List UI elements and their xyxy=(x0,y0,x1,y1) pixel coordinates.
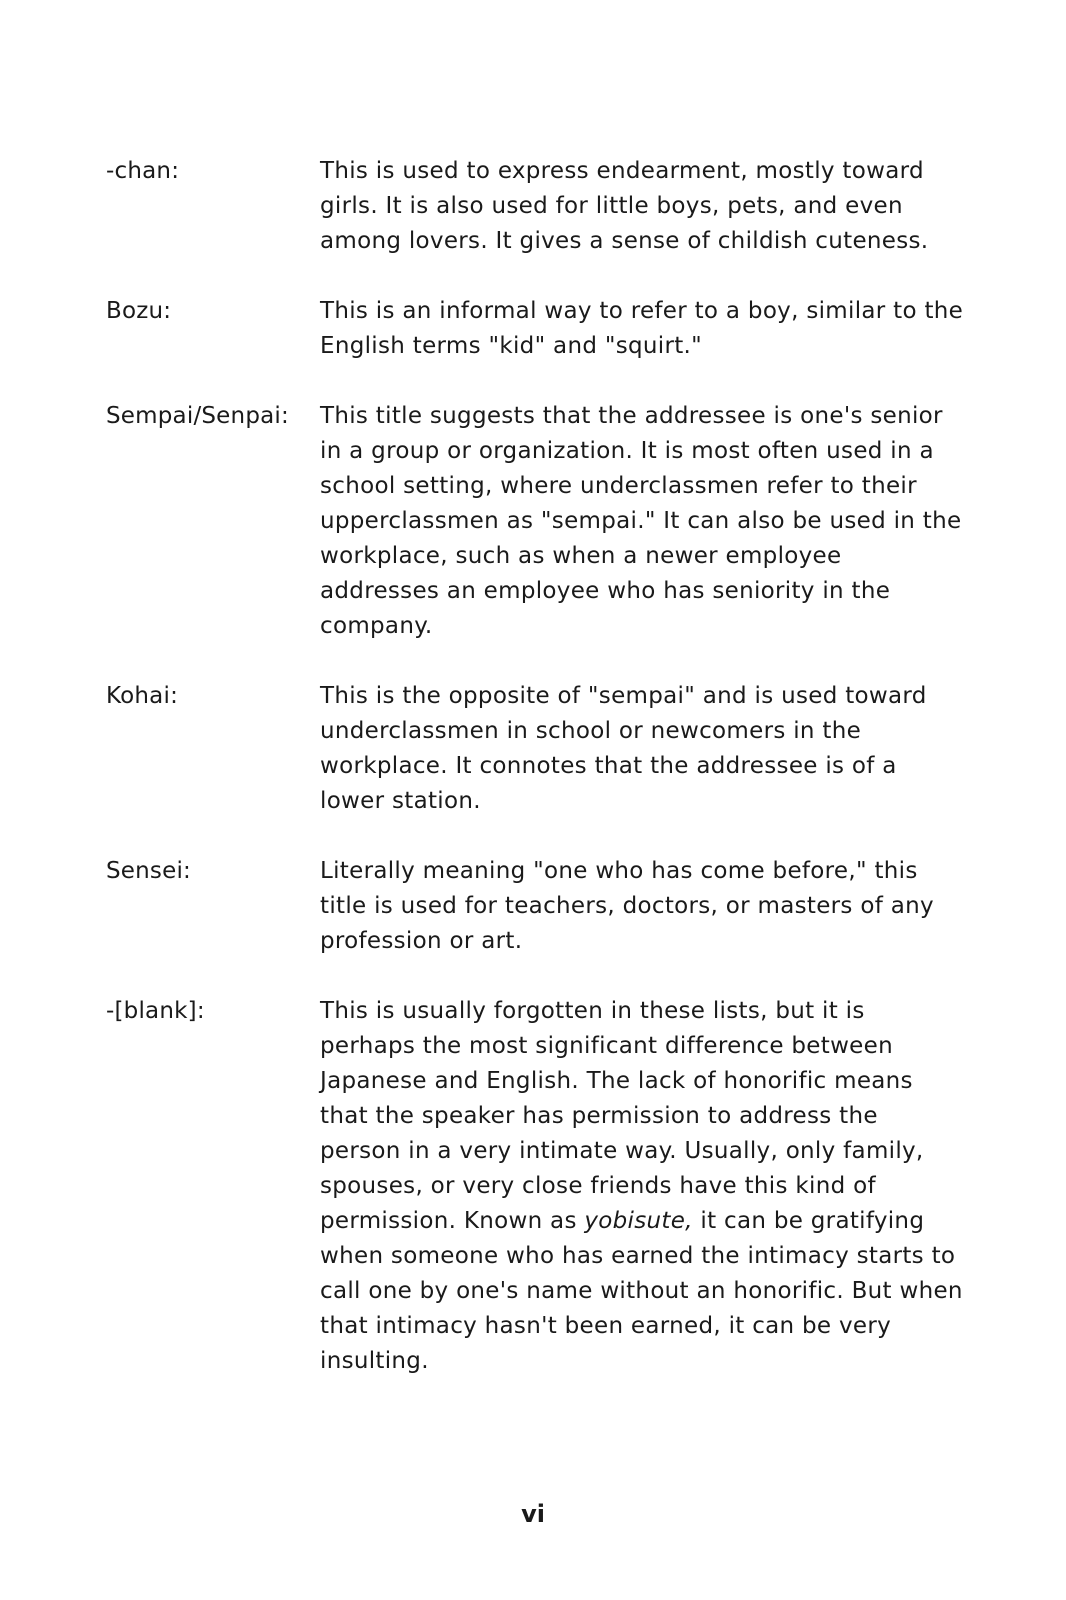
term-kohai: Kohai: xyxy=(106,683,179,709)
honorifics-glossary xyxy=(106,154,966,1414)
term-bozu: Bozu: xyxy=(106,298,172,324)
term-chan: -chan: xyxy=(106,158,180,184)
definition-sensei: Literally meaning "one who has come before," this title is used for teachers, doctors, or masters of any profession or art. xyxy=(320,858,934,954)
definition-blank xyxy=(320,994,966,1379)
definition-blank-yobisute: yobisute, xyxy=(584,1208,693,1234)
term-sempai: Sempai/Senpai: xyxy=(106,403,289,429)
glossary-entry-blank xyxy=(106,994,966,1379)
definition-blank-part2: it can be gratifying when someone who has earned the intimacy starts to call one by one's name without an honorific. But when that intimacy hasn't been earned, it can be very insulting. xyxy=(320,1208,963,1374)
term-sensei: Sensei: xyxy=(106,858,191,884)
glossary-entry-kohai xyxy=(106,679,966,819)
glossary-entry-sempai xyxy=(106,399,966,644)
definition-sempai: This title suggests that the addressee is one's senior in a group or organization. It is most often used in a school setting, where underclassmen refer to their upperclassmen as "sempai." It can also be used in the workplace, such as when a newer employee addresses an employee who has seniority in the company. xyxy=(320,403,962,639)
definition-kohai: This is the opposite of "sempai" and is used toward underclassmen in school or newcomers in the workplace. It connotes that the addressee is of a lower station. xyxy=(320,683,927,814)
definition-bozu: This is an informal way to refer to a boy, similar to the English terms "kid" and "squirt." xyxy=(320,298,964,359)
glossary-entry-chan xyxy=(106,154,966,259)
term-blank: -[blank]: xyxy=(106,998,205,1024)
glossary-entry-sensei xyxy=(106,854,966,959)
definition-blank-part1: This is usually forgotten in these lists, but it is perhaps the most significant difference between Japanese and English. The lack of honorific means that the speaker has permission to address the person in a very intimate way. Usually, only family, spouses, or very close friends have this kind of permission. Known as xyxy=(320,998,924,1234)
page-number: vi xyxy=(521,1500,545,1528)
glossary-entry-bozu xyxy=(106,294,966,364)
definition-chan: This is used to express endearment, mostly toward girls. It is also used for little boys, pets, and even among lovers. It gives a sense of childish cuteness. xyxy=(320,158,929,254)
